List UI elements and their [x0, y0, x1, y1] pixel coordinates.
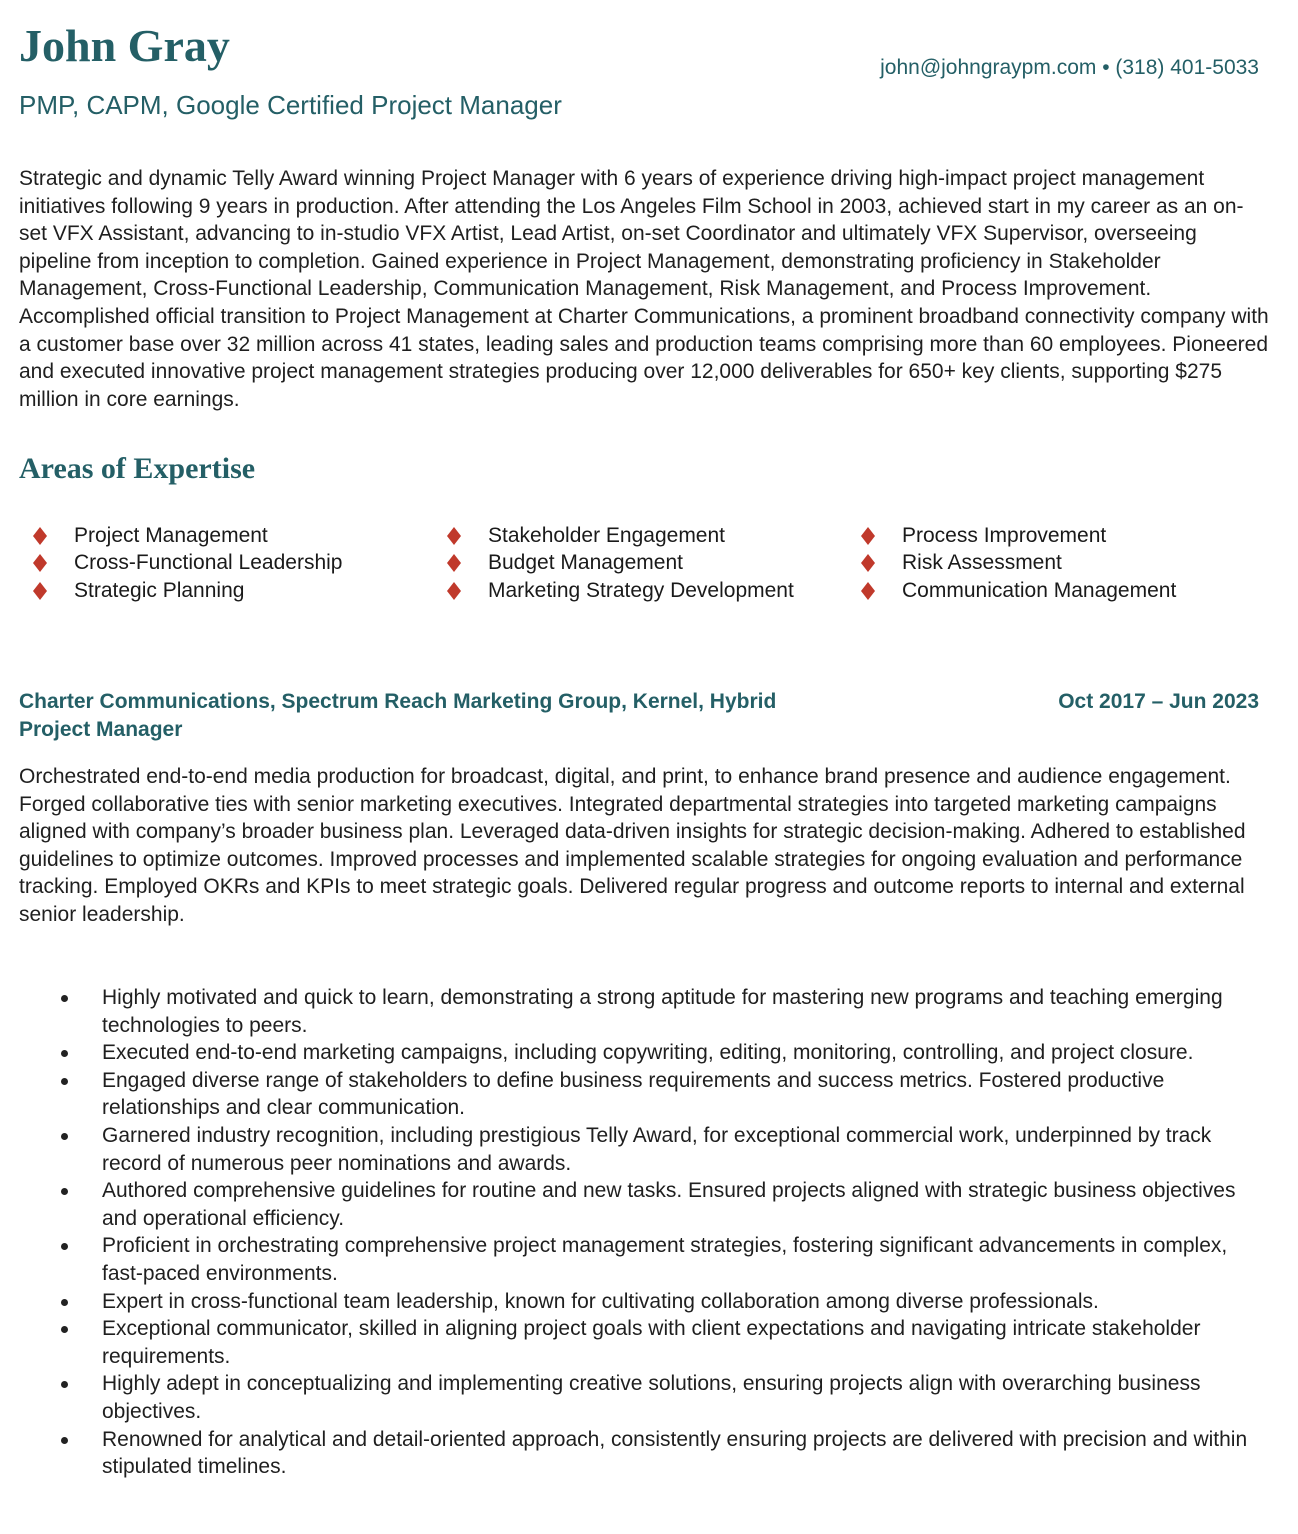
bullet-icon	[61, 1326, 68, 1333]
achievement-item	[0, 984, 1260, 1039]
expertise-item	[447, 577, 861, 605]
expertise-label: Project Management	[74, 523, 268, 547]
achievement-item	[0, 1288, 1260, 1316]
expertise-column	[447, 522, 861, 605]
expertise-label: Budget Management	[488, 551, 683, 575]
achievement-item	[0, 1039, 1260, 1067]
bullet-icon	[61, 1381, 68, 1388]
achievement-item	[0, 1177, 1260, 1232]
expertise-label: Risk Assessment	[902, 551, 1062, 575]
achievement-item	[0, 1370, 1260, 1425]
diamond-icon	[447, 554, 461, 572]
diamond-icon	[447, 582, 461, 600]
expertise-item	[447, 522, 861, 550]
diamond-icon	[33, 582, 47, 600]
diamond-icon	[861, 527, 875, 545]
section-title-expertise: Areas of Expertise	[19, 452, 256, 485]
achievement-text: Engaged diverse range of stakeholders to define business requirements and success metrics. Fostered productive relationships and clear communication.	[102, 1068, 1165, 1120]
achievement-text: Garnered industry recognition, including prestigious Telly Award, for exceptional commercial work, underpinned by track record of numerous peer nominations and awards.	[102, 1123, 1212, 1175]
bullet-icon	[61, 995, 68, 1002]
expertise-label: Communication Management	[902, 578, 1177, 602]
job-dates: Oct 2017 – Jun 2023	[1058, 690, 1259, 713]
achievement-text: Exceptional communicator, skilled in aligning project goals with client expectations and navigating intricate stakeholder requirements.	[102, 1317, 1201, 1368]
contact-info: john@johngraypm.com • (318) 401-5033	[880, 56, 1259, 79]
achievement-text: Highly motivated and quick to learn, demonstrating a strong aptitude for mastering new programs and teaching emerging technologies to peers.	[102, 986, 1223, 1037]
achievement-text: Proficient in orchestrating comprehensive project management strategies, fostering significant advancements in complex, fast-paced environments.	[102, 1234, 1228, 1285]
expertise-label: Strategic Planning	[74, 578, 245, 602]
achievement-text: Executed end-to-end marketing campaigns, including copywriting, editing, monitoring, controlling, and project closure.	[102, 1041, 1194, 1065]
expertise-item	[33, 522, 447, 550]
expertise-label: Stakeholder Engagement	[488, 523, 725, 547]
diamond-icon	[861, 554, 875, 572]
expertise-list	[33, 522, 1283, 605]
job-title: Project Manager	[19, 718, 183, 741]
expertise-item	[33, 577, 447, 605]
bullet-icon	[61, 1188, 68, 1195]
bullet-icon	[61, 1243, 68, 1250]
job-description: Orchestrated end-to-end media production for broadcast, digital, and print, to enhance brand presence and audience engagement. Forged collaborative ties with senior marketing executives. Integrated departmental strategies into targeted marketing campaigns aligned with company’s broader business plan. Leveraged data-driven insights for strategic decision-making. Adhered to established guidelines to optimize outcomes. Improved processes and implemented scalable strategies for ongoing evaluation and performance tracking. Employed OKRs and KPIs to meet strategic goals. Delivered regular progress and outcome reports to internal and external senior leadership.	[19, 765, 1246, 926]
expertise-column	[33, 522, 447, 605]
certifications: PMP, CAPM, Google Certified Project Manager	[19, 90, 562, 120]
diamond-icon	[33, 527, 47, 545]
expertise-label: Cross-Functional Leadership	[74, 551, 343, 575]
expertise-column	[861, 522, 1275, 605]
achievement-item	[0, 1232, 1260, 1287]
diamond-icon	[861, 582, 875, 600]
achievement-text: Expert in cross-functional team leadership, known for cultivating collaboration among diverse professionals.	[102, 1289, 1099, 1313]
bullet-icon	[61, 1078, 68, 1085]
achievement-text: Renowned for analytical and detail-oriented approach, consistently ensuring projects are delivered with precision and within stipulated timelines.	[102, 1427, 1248, 1479]
bullet-icon	[61, 1133, 68, 1140]
bullet-icon	[61, 1050, 68, 1057]
diamond-icon	[33, 554, 47, 572]
achievement-item	[0, 1122, 1260, 1177]
diamond-icon	[447, 527, 461, 545]
achievement-list	[0, 984, 1260, 1481]
achievement-item	[0, 1426, 1260, 1481]
expertise-label: Marketing Strategy Development	[488, 578, 794, 602]
candidate-name: John Gray	[19, 20, 230, 71]
expertise-item	[861, 522, 1275, 550]
achievement-item	[0, 1067, 1260, 1122]
professional-summary: Strategic and dynamic Telly Award winning Project Manager with 6 years of experience driving high-impact project management initiatives following 9 years in production. After attending the Los Angeles Film School in 2003, achieved start in my career as an on-set VFX Assistant, advancing to in-studio VFX Artist, Lead Artist, on-set Coordinator and ultimately VFX Supervisor, overseeing pipeline from inception to completion. Gained experience in Project Management, demonstrating proficiency in Stakeholder Management, Cross-Functional Leadership, Communication Management, Risk Management, and Process Improvement. Accomplished official transition to Project Management at Charter Communications, a prominent broadband connectivity company with a customer base over 32 million across 41 states, leading sales and production teams comprising more than 60 employees. Pioneered and executed innovative project management strategies producing over 12,000 deliverables for 650+ key clients, supporting $275 million in core earnings.	[19, 167, 1269, 411]
expertise-item	[447, 550, 861, 578]
achievement-text: Highly adept in conceptualizing and implementing creative solutions, ensuring projects align with overarching business objectives.	[102, 1372, 1201, 1423]
expertise-item	[33, 550, 447, 578]
expertise-label: Process Improvement	[902, 523, 1107, 547]
bullet-icon	[61, 1299, 68, 1306]
job-company: Charter Communications, Spectrum Reach Marketing Group, Kernel, Hybrid	[19, 690, 777, 713]
achievement-item	[0, 1315, 1260, 1370]
expertise-item	[861, 577, 1275, 605]
achievement-text: Authored comprehensive guidelines for routine and new tasks. Ensured projects aligned with strategic business objectives and operational efficiency.	[102, 1179, 1236, 1230]
expertise-item	[861, 550, 1275, 578]
bullet-icon	[61, 1437, 68, 1444]
